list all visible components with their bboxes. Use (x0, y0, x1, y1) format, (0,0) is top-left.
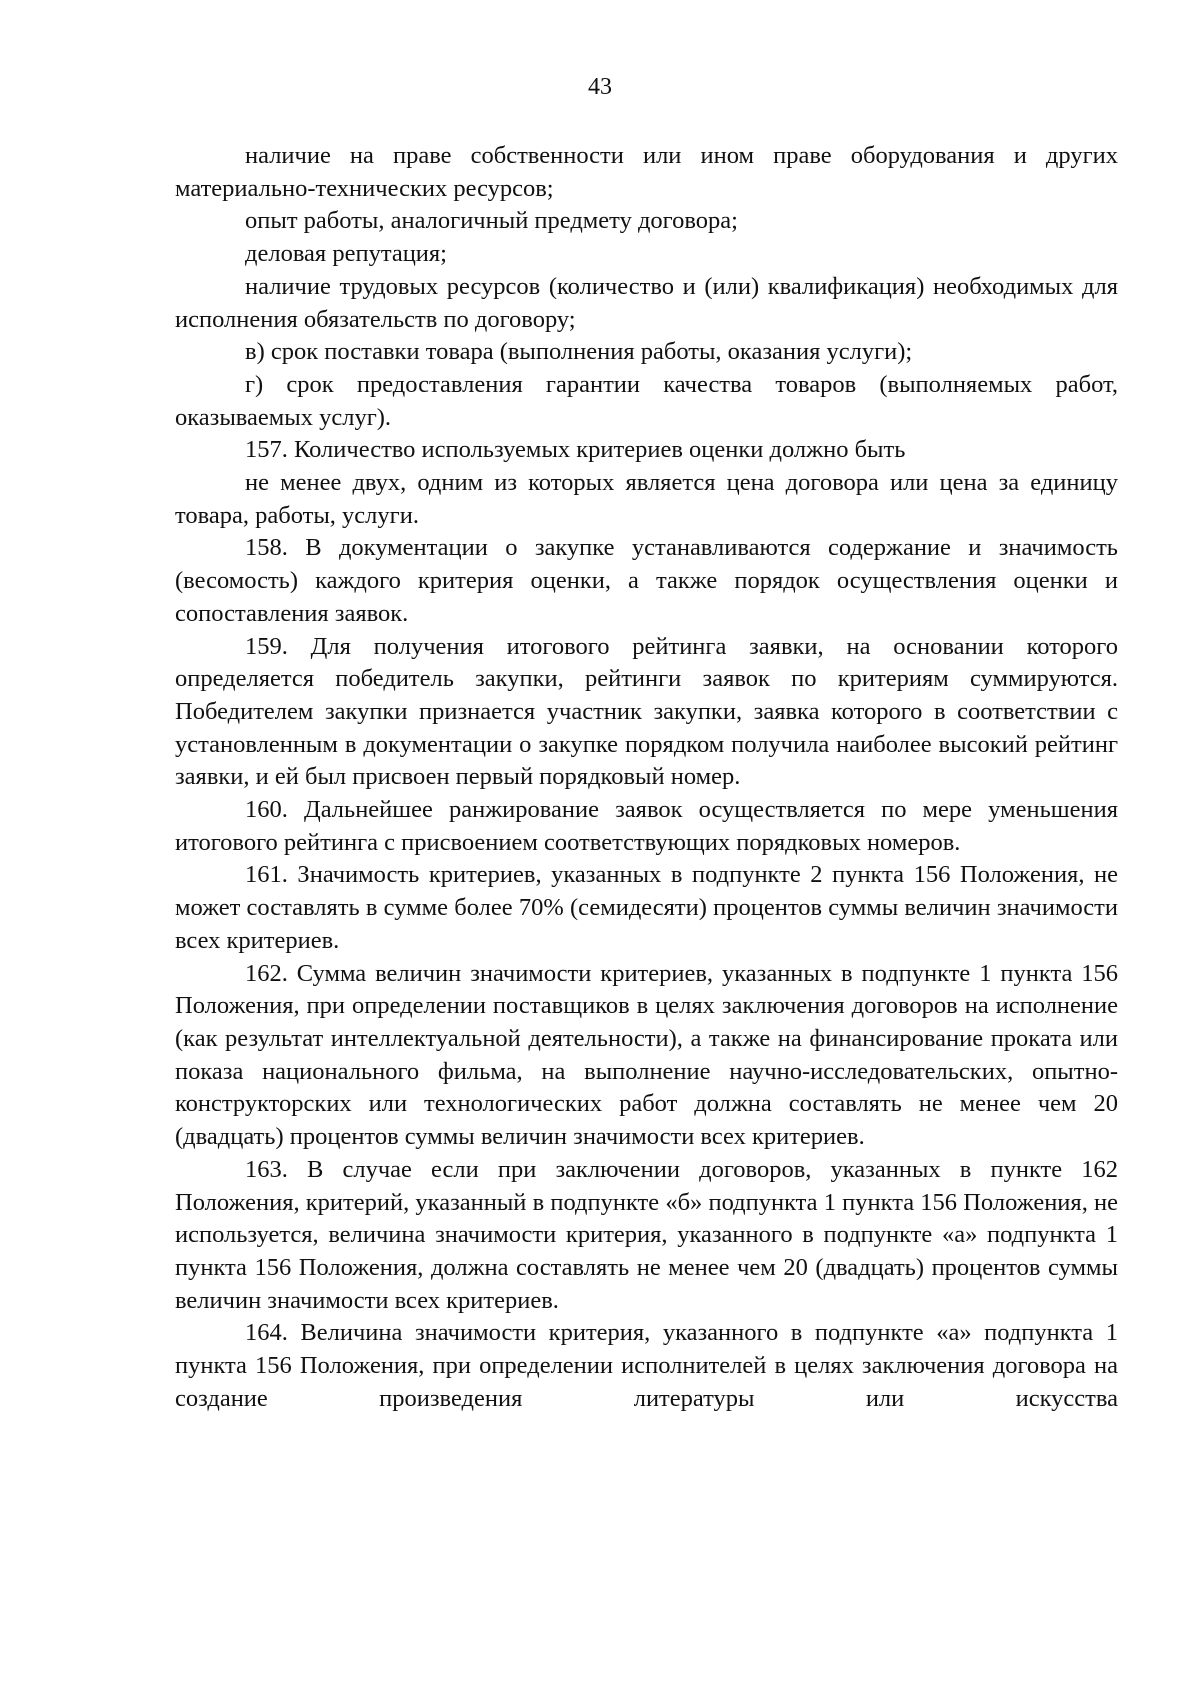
paragraph: 163. В случае если при заключении договоров, указанных в пункте 162 Положения, критерий, указанный в подпункте «б» подпункта 1 пункта 156 Положения, не используется, величина значимости критерия, указанного в подпункте «а» подпункта 1 пункта 156 Положения, должна составлять не менее чем 20 (двадцать) процентов суммы величин значимости всех критериев. (175, 1155, 1118, 1314)
document-body (175, 140, 1118, 1415)
paragraph: 162. Сумма величин значимости критериев, указанных в подпункте 1 пункта 156 Положения, при определении поставщиков в целях заключения договоров на исполнение (как результат интеллектуальной деятельности), а также на финансирование проката или показа национального фильма, на выполнение научно-исследовательских, опытно-конструкторских или технологических работ должна составлять не менее чем 20 (двадцать) процентов суммы величин значимости всех критериев. (175, 959, 1118, 1151)
paragraph: г) срок предоставления гарантии качества товаров (выполняемых работ, оказываемых услуг). (175, 370, 1118, 431)
paragraph: наличие трудовых ресурсов (количество и (или) квалификация) необходимых для исполнения обязательств по договору; (175, 272, 1118, 333)
paragraph: 158. В документации о закупке устанавливаются содержание и значимость (весомость) каждого критерия оценки, а также порядок осуществления оценки и сопоставления заявок. (175, 534, 1118, 627)
paragraph: 160. Дальнейшее ранжирование заявок осуществляется по мере уменьшения итогового рейтинга с присвоением соответствующих порядковых номеров. (175, 796, 1118, 856)
page-number: 43 (588, 74, 612, 100)
paragraph: в) срок поставки товара (выполнения работы, оказания услуги); (245, 338, 913, 366)
paragraph: 161. Значимость критериев, указанных в подпункте 2 пункта 156 Положения, не может составлять в сумме более 70% (семидесяти) процентов суммы величин значимости всех критериев. (175, 861, 1118, 954)
paragraph: 159. Для получения итогового рейтинга заявки, на основании которого определяется победитель закупки, рейтинги заявок по критериям суммируются. Победителем закупки признается участник закупки, заявка которого в соответствии с установленным в документации о закупке порядком получила наиболее высокий рейтинг заявки, и ей был присвоен первый порядковый номер. (175, 632, 1118, 791)
paragraph: опыт работы, аналогичный предмету договора; (245, 207, 738, 235)
paragraph: деловая репутация; (245, 240, 447, 268)
paragraph: 164. Величина значимости критерия, указанного в подпункте «а» подпункта 1 пункта 156 Положения, при определении исполнителей в целях заключения договора на создание произведения литературы или искусства (175, 1319, 1118, 1412)
paragraph: наличие на праве собственности или ином праве оборудования и других материально-технических ресурсов; (175, 142, 1118, 202)
paragraph: не менее двух, одним из которых является цена договора или цена за единицу товара, работы, услуги. (175, 469, 1118, 529)
paragraph: 157. Количество используемых критериев оценки должно быть (245, 436, 906, 464)
